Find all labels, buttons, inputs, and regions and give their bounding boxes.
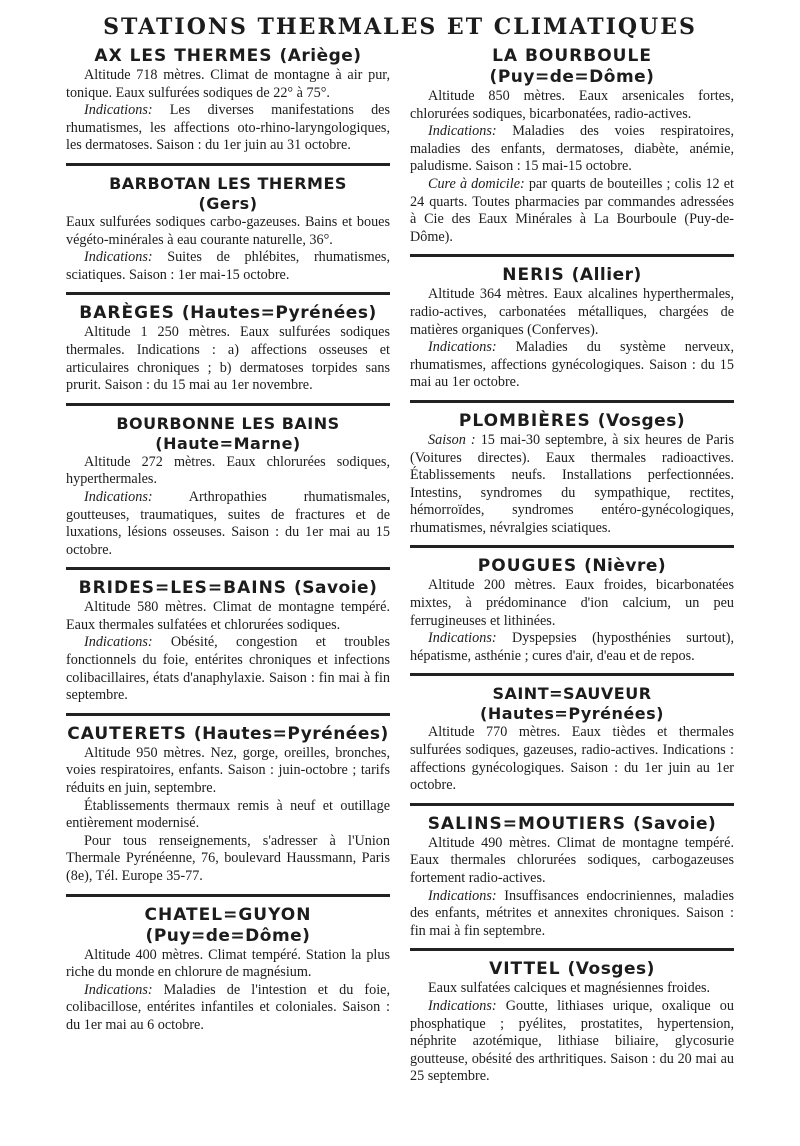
station-text: Indications: Les diverses manifestations des rhumatismes, les affections oto-rhino-laryngologiques, les dermatoses. Saison : du 1er juin au 31 octobre. [66, 102, 390, 154]
station-entry [410, 814, 734, 941]
section-divider [66, 894, 390, 897]
station-text: Altitude 580 mètres. Climat de montagne tempéré. Eaux thermales sulfatées et chlorurées sodiques. [66, 599, 390, 633]
station-text: Altitude 364 mètres. Eaux alcalines hyperthermales, radio-actives, carbonatées métalliques, chargées de matières organiques (Conferves). [410, 286, 734, 338]
station-entry [66, 905, 390, 1035]
section-divider [410, 803, 734, 806]
station-text: Indications: Maladies du système nerveux, rhumatismes, affections gynécologiques. Saison : du 15 mai au 1er octobre. [410, 339, 734, 391]
station-region: (Puy=de=Dôme) [145, 925, 311, 946]
station-name: BARBOTAN LES THERMES [109, 173, 347, 193]
station-heading [410, 265, 734, 286]
station-region: (Puy=de=Dôme) [489, 67, 655, 87]
station-region: (Hautes=Pyrénées) [480, 704, 664, 724]
station-text: Altitude 950 mètres. Nez, gorge, oreilles, bronches, voies respiratoires, enfants. Saison : juin-octobre ; tarifs réduits en juin, septembre. [66, 744, 390, 797]
station-name: NERIS [502, 265, 565, 286]
station-region: (Hautes=Pyrénées) [193, 723, 389, 744]
station-name: VITTEL [489, 959, 561, 980]
left-column [66, 46, 390, 1035]
station-entry [66, 578, 390, 705]
station-text: Indications: Insuffisances endocriniennes, maladies des enfants, métrites et annexites chroniques. Saison : fin mai à fin septembre. [410, 887, 734, 939]
section-divider [66, 292, 390, 295]
station-region: (Vosges) [567, 959, 655, 980]
station-text: Altitude 1 250 mètres. Eaux sulfurées sodiques thermales. Indications : a) affections osseuses et articulaires chroniques ; b) dermatoses torpides sans prurit. Saison : du 15 mai au 1er novembre. [66, 324, 390, 394]
station-region: (Vosges) [597, 410, 686, 431]
station-text: Altitude 850 mètres. Eaux arsenicales fortes, chlorurées sodiques, bicarbonatées, radio-actives. [410, 88, 734, 122]
right-column [410, 46, 734, 1086]
station-heading [66, 724, 390, 745]
station-entry [66, 303, 390, 394]
section-divider [66, 403, 390, 406]
station-name: LA BOURBOULE [492, 46, 652, 66]
station-heading [66, 905, 390, 947]
station-entry [410, 265, 734, 392]
station-name: POUGUES [477, 556, 578, 577]
station-region: (Gers) [198, 193, 258, 213]
section-divider [410, 948, 734, 951]
station-text: Établissements thermaux remis à neuf et outillage entièrement modernisé. [66, 797, 390, 832]
station-heading [410, 814, 734, 835]
station-text: Indications: Maladies des voies respiratoires, maladies des enfants, dermatoses, diabète, anémie, paludisme. Saison : 15 mai-15 octobre. [410, 123, 734, 175]
station-text: Altitude 200 mètres. Eaux froides, bicarbonatées mixtes, à prédominance d'ion calcium, un peu ferrugineuses et lithinées. [410, 577, 734, 629]
station-entry [66, 724, 390, 886]
station-name: BOURBONNE LES BAINS [116, 413, 340, 433]
station-region: (Nièvre) [584, 556, 667, 577]
station-text: Altitude 490 mètres. Climat de montagne tempéré. Eaux thermales chlorurées sodiques, carbogazeuses fortement radio-actives. [410, 834, 734, 886]
station-entry [66, 174, 390, 284]
station-text: Indications: Obésité, congestion et troubles fonctionnels du foie, entérites chroniques et infections colibacillaires, états d'anaphylaxie. Saison : fin mai à fin septembre. [66, 634, 390, 704]
station-text: Indications: Suites de phlébites, rhumatismes, sciatiques. Saison : 1er mai-15 octobre. [66, 249, 390, 283]
station-heading [66, 578, 390, 599]
station-heading [66, 46, 390, 67]
station-text: Pour tous renseignements, s'adresser à l'Union Thermale Pyrénéenne, 76, boulevard Haussmann, Paris (8e), Tél. Europe 35-77. [66, 832, 390, 884]
section-divider [66, 163, 390, 166]
station-region: (Hautes=Pyrénées) [181, 303, 377, 324]
station-name: SALINS=MOUTIERS [427, 813, 627, 834]
station-name: AX LES THERMES [94, 46, 273, 66]
station-name: SAINT=SAUVEUR [492, 684, 652, 704]
section-divider [410, 400, 734, 403]
station-name: CAUTERETS [67, 723, 187, 744]
station-entry [410, 556, 734, 665]
station-text: Altitude 770 mètres. Eaux tièdes et thermales sulfurées sodiques, gazeuses, radio-actives. Indications : affections gynécologiques. Saison : du 1er juin au 1er octobre. [410, 724, 734, 794]
page-title: STATIONS THERMALES ET CLIMATIQUES [103, 14, 697, 40]
station-heading [410, 411, 734, 432]
section-divider [66, 713, 390, 716]
station-text: Eaux sulfurées sodiques carbo-gazeuses. Bains et boues végéto-minérales à eau courante naturelle, 36°. [66, 213, 390, 248]
station-text: Altitude 272 mètres. Eaux chlorurées sodiques, hyperthermales. [66, 453, 390, 488]
station-entry [66, 414, 390, 560]
station-region: (Ariège) [279, 46, 362, 66]
station-text: Indications: Dyspepsies (hyposthénies surtout), hépatisme, asthénie ; cures d'air, d'eau et de repos. [410, 630, 734, 664]
station-name: PLOMBIÈRES [458, 410, 591, 431]
station-text: Altitude 400 mètres. Climat tempéré. Station la plus riche du monde en chlorure de magnésium. [66, 946, 390, 981]
station-heading [410, 959, 734, 980]
station-entry [410, 959, 734, 1086]
station-region: (Allier) [571, 265, 642, 286]
station-region: (Savoie) [293, 578, 378, 599]
station-heading [66, 303, 390, 324]
station-name: CHATEL=GUYON [144, 904, 312, 925]
station-text: Eaux sulfatées calciques et magnésiennes froides. [428, 980, 711, 997]
station-region: (Haute=Marne) [155, 433, 301, 453]
station-text: Altitude 718 mètres. Climat de montagne à air pur, tonique. Eaux sulfurées sodiques de 22° à 75°. [66, 67, 390, 101]
station-text: Saison : 15 mai-30 septembre, à six heures de Paris (Voitures directes). Eaux thermales radioactives. Établissements neufs. Installations perfectionnées. Intestins, syndromes du sympathique, rectites, hémorroïdes, syndromes entéro-gynécologiques, rhumatismes, névralgies sciatiques. [410, 431, 734, 536]
station-entry [410, 684, 734, 794]
section-divider [410, 545, 734, 548]
station-entry [410, 411, 734, 538]
station-name: BRIDES=LES=BAINS [78, 578, 288, 599]
station-text: Cure à domicile: par quarts de bouteilles ; colis 12 et 24 quarts. Toutes pharmacies par commandes adressées à Cie des Eaux Minérales à La Bourboule (Puy-de-Dôme). [410, 175, 734, 245]
station-text: Indications: Maladies de l'intestion et du foie, colibacillose, entérites infantiles et coloniales. Saison : du 1er mai au 6 octobre. [66, 981, 390, 1033]
station-entry [410, 46, 734, 246]
section-divider [410, 673, 734, 676]
station-text: Indications: Goutte, lithiases urique, oxalique ou phosphatique ; pyélites, prostatites, hypertension, néphrite azotémique, lithiase biliaire, glycosurie goutteuse, obésité des arthritiques. Saison : du 20 mai au 25 septembre. [410, 997, 734, 1085]
station-name: BARÈGES [79, 303, 175, 324]
station-entry [66, 46, 390, 155]
section-divider [66, 567, 390, 570]
station-heading [410, 46, 734, 88]
section-divider [410, 254, 734, 257]
station-region: (Savoie) [632, 813, 717, 834]
station-text: Indications: Arthropathies rhumatismales, goutteuses, traumatiques, suites de fractures et de luxations, lésions osseuses. Saison : du 1er mai au 15 octobre. [66, 488, 390, 558]
station-heading [410, 556, 734, 577]
